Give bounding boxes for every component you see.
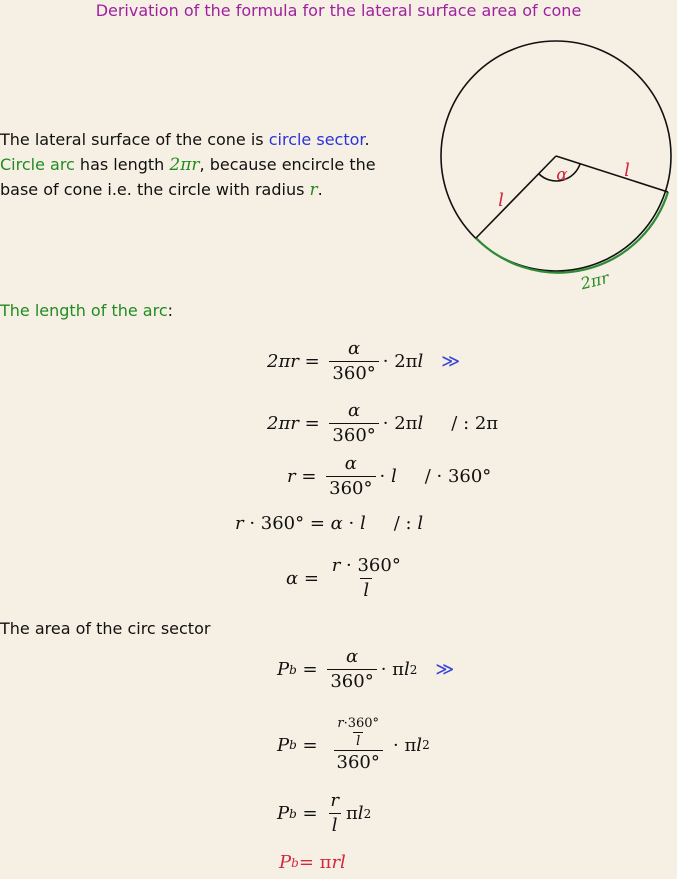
- intro-text: has length: [74, 155, 170, 174]
- intro-text: .: [317, 180, 323, 199]
- equation-2: 2πr = $\frac{\alpha}{360^\circ}$ · 2π l / : 2π: [267, 400, 499, 446]
- intro-text: , because encircle the: [199, 155, 376, 174]
- radius-label-right: l: [624, 160, 630, 181]
- arc-heading-text: The length of the arc: [0, 301, 168, 320]
- arc-heading-colon: :: [167, 301, 173, 320]
- area-heading: The area of the circ sector: [0, 619, 211, 638]
- arrow-icon: ≫: [441, 351, 461, 372]
- arrow-icon: ≫: [435, 659, 455, 680]
- equation-4: r · 360° = α · l / : l: [235, 513, 424, 534]
- arc-heading: [0, 301, 173, 320]
- cone-sector-diagram: [440, 24, 677, 294]
- sector-arc: [476, 192, 668, 273]
- sector-radius-left: [476, 156, 556, 238]
- circle-arc-term: Circle arc: [0, 155, 75, 174]
- intro-text: base of cone i.e. the circle with radius: [0, 180, 310, 199]
- intro-line-1: [0, 130, 370, 149]
- arc-length-expr: 2πr: [169, 155, 200, 175]
- final-formula: P b = π rl: [279, 852, 346, 873]
- intro-text: The lateral surface of the cone is: [0, 130, 269, 149]
- equation-6: P b = $\frac{\alpha}{360^\circ}$ · π l 2 ≫: [277, 646, 455, 692]
- intro-line-2: [0, 155, 376, 175]
- radius-symbol: r: [309, 180, 318, 200]
- arc-label: 2πr: [578, 268, 611, 294]
- angle-label: α: [556, 165, 568, 185]
- intro-line-3: [0, 180, 323, 200]
- equation-3: r = $\frac{\alpha}{360^\circ}$ · l / · 360°: [287, 453, 492, 499]
- equation-8: P b = $\frac{r}{l}$ π l 2: [277, 790, 372, 836]
- intro-text: .: [364, 130, 370, 149]
- equation-7: P b = $\frac{\frac{r\cdot 360^\circ}{l}}{360^\circ}$ · π l 2: [277, 716, 430, 773]
- radius-label-left: l: [498, 190, 504, 211]
- page-title: Derivation of the formula for the lateral surface area of cone: [95, 1, 582, 20]
- circle-sector-term: circle sector: [268, 130, 365, 149]
- equation-1: 2πr = $\frac{\alpha}{360^\circ}$ · 2π l ≫: [267, 338, 461, 384]
- equation-5: α = $\frac{r \cdot 360^\circ}{l}$: [286, 555, 401, 601]
